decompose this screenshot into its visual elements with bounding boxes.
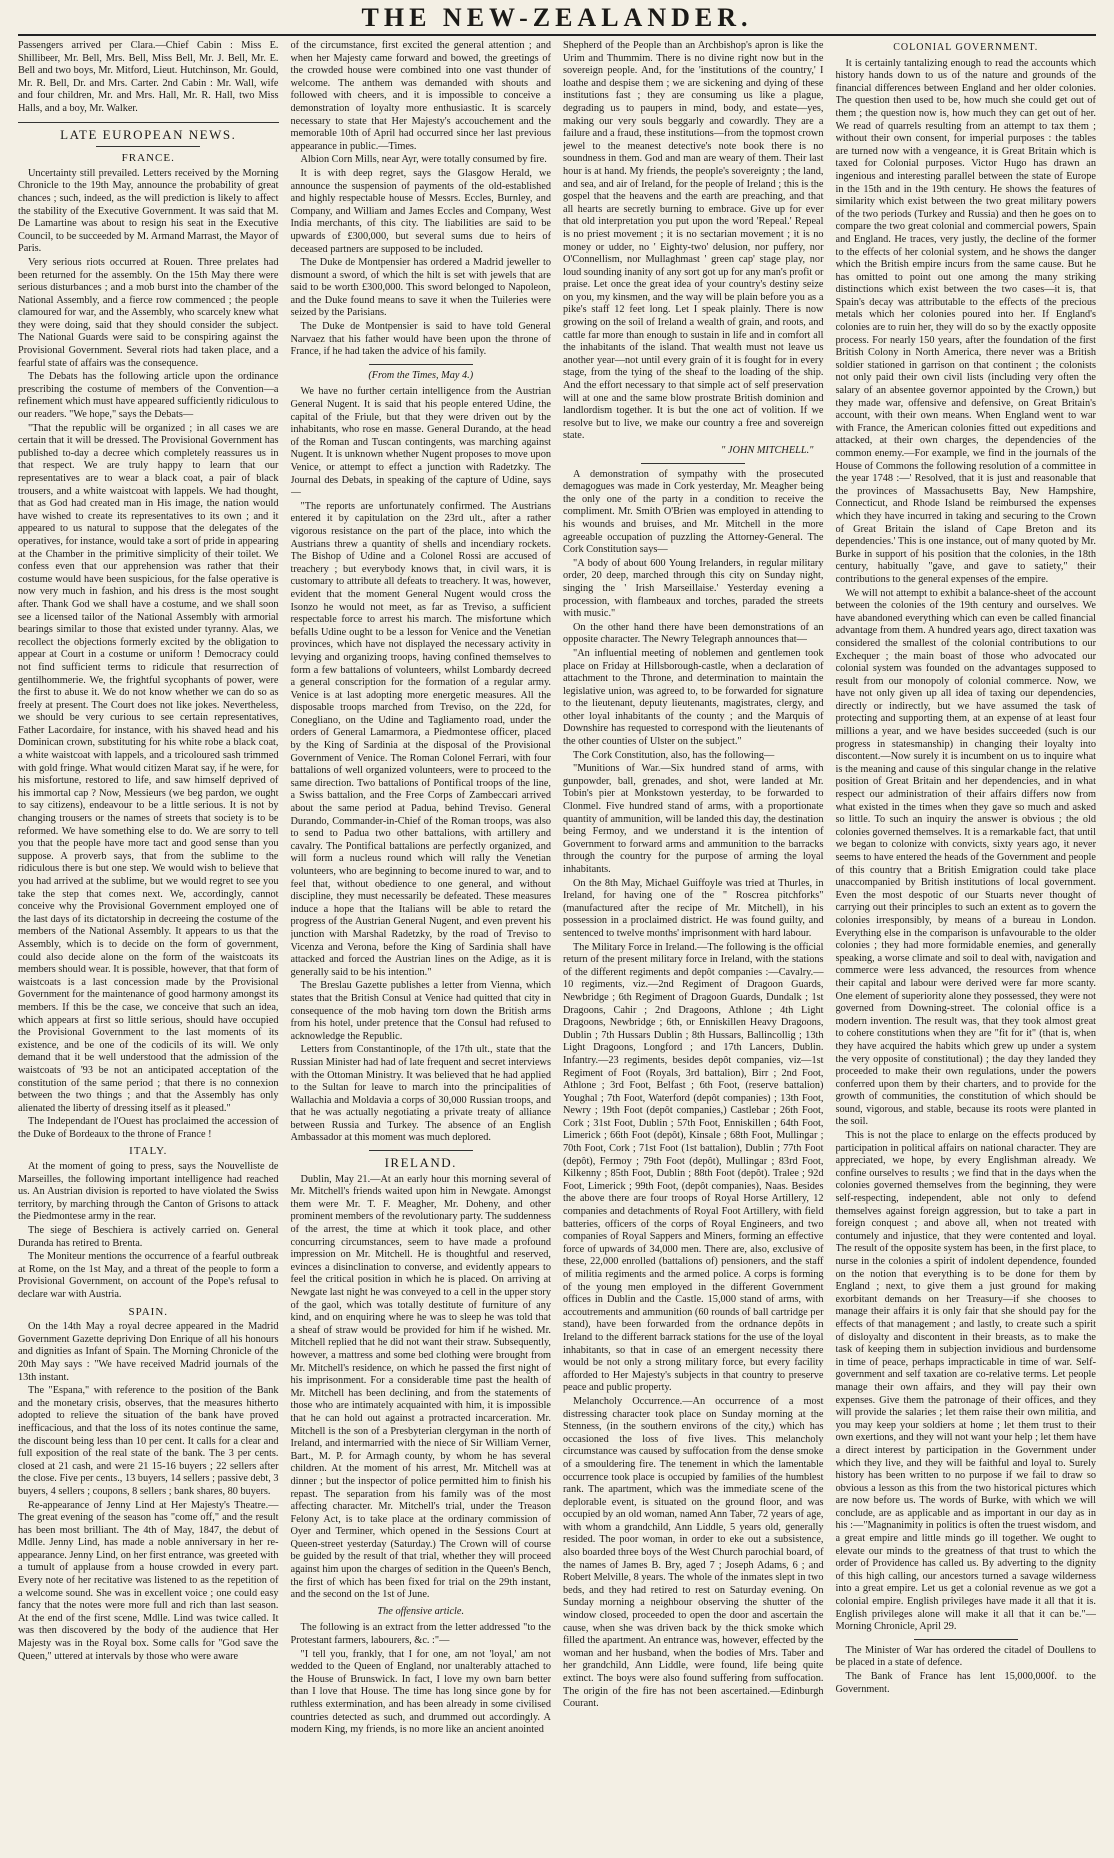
paragraph: The Military Force in Ireland.—The following is the official return of the present military force in Ireland, with the stations of the different regiments and depôt companies :—Cavalry.—10 regiments, viz.—2nd Regiment of Dragoon Guards, Newbridge ; 6th Regiment of Dragoon Guards, Dundalk ; 1st Dragoons, Cahir ; 2nd Dragoons, Athlone ; 4th Light Dragoons, Newbridge ; 6th, or Enniskillen Heavy Dragoons, Dublin ; 7th Hussars Dublin ; 8th Hussars, Ballincollig ; 13th Light Dragoons, Longford ; and 17th Lancers, Dublin. Infantry.—23 regiments, besides depôt companies, viz—1st Regiment of Foot (Royals, 3rd battalion), Birr ; 2nd Foot, Athlone ; 3rd Foot, Belfast ; 6th Foot, (reserve battalion) Youghal ; 7th Foot, Waterford (depôt companies) ; 13th Foot, Newry ; 19th Foot (depôt companies,) Castlebar ; 26th Foot, Cork ; 31st Foot, Dublin ; 57th Foot, Enniskillen ; 64th Foot, Limerick ; 66th Foot (depôt), Kinsale ; 68th Foot, Mullingar ; 70th Foot, Cork ; 71st Foot (1st battalion), Dublin ; 77th Foot (depôt), Fermoy ; 79th Foot (depôt), Mullingar ; 83rd Foot, Kilkenny ; 85th Foot, Dublin ; 88th Foot (depôt). Tralee ; 92d Foot, Limerick ; 99th Foot, (depôt companies), Naas. Besides the above there are four troops of Royal Horse Artillery, 12 companies and detachments of Royal Foot Artillery, with field batteries, officers of the corps of Royal Engineers, and two companies of Royal Sappers and Miners, forming an effective force of upwards of 34,000 men. There are, also, exclusive of these, 22,000 enrolled (battalions of) pensioners, and the staff of militia regiments and the armed police. A corps is forming of the young men employed in the different Government offices in Dublin and the Castle. 15,000 stand of arms, with accoutrements and ammunition (60 rounds of ball cartridge per stand), have been forwarded from the ordnance depôts in Ireland to the different barrack stations for the use of the loyal inhabitants, so that in case of an emergent necessity there would be not only a strong military force, but every facility afforded to Her Majesty's subjects in that country to preserve peace and public property. [563, 941, 824, 1394]
divider [914, 1639, 1018, 1640]
paragraph: On the 8th May, Michael Guiffoyle was tried at Thurles, in Ireland, for having one of the " Roscrea pitchforks" (manufactured after the recipe of Mr. Mitchell), in his possession in a proclaimed district. He was found guilty, and sentenced to twelve months' imprisonment with hard labour. [563, 877, 824, 939]
heading-italy: ITALY. [129, 1145, 168, 1158]
divider [18, 122, 279, 123]
paragraph: The Breslau Gazette publishes a letter from Vienna, which states that the British Consul at Venice had quitted that city in consequence of the mob having torn down the British arms from his hotel, under pretence that the Consul had refused to acknowledge the Republic. [290, 980, 551, 1042]
paragraph: The Moniteur mentions the occurrence of a fearful outbreak at Rome, on the 1st May, and a threat of the people to form a Provisional Government, on account of the Pope's refusal to declare war with Austria. [18, 1251, 279, 1300]
paragraph: Very serious riots occurred at Rouen. Three prelates had been returned for the assembly. On the 15th May there were serious disturbances ; and a mob burst into the chamber of the National Assembly, and a fierce row commenced ; the people clamoured for war, and the Assembly, who scarcely knew what they were doing, said that they should consider the subject. The National Guards were said to be conspiring against the Provisional Government. Several riots had taken place, and a fearful state of affairs was the consequence. [18, 256, 279, 369]
paragraph: The Cork Constitution, also, has the following— [573, 749, 775, 761]
paragraph: The Debats has the following article upon the ordinance prescribing the costume of members of the Convention—a refinement which must have appeared sufficiently ridiculous to our readers. "We hope," says the Debats— [18, 371, 279, 421]
signature-john-mitchell: " JOHN MITCHELL." [721, 445, 814, 456]
paragraph: "Munitions of War.—Six hundred stand of arms, with gunpowder, ball, grenades, and shot, were landed at Mr. Tobin's pier at Monkstown yesterday, to be forwarded to Clonmel. Five hundred stand of arms, with a proportionate quantity of ammunition, will be landed this day, the destination being Fermoy, and we understand it is the intention of Government to forward arms and ammunition to the barracks through the country for the purpose of arming the loyal inhabitants. [563, 763, 824, 875]
paragraph: We have no further certain intelligence from the Austrian General Nugent. It is said that his people entered Udine, the capital of the Friule, but that they were driven out by the inhabitants, who rose en masse. General Durando, at the head of the Roman and Tuscan contingents, was marching against Nugent. It is unknown whether Nugent proposes to move upon Venice, or attempt to effect a junction with Radetzky. The Journal des Debats, in speaking of the capture of Udine, says— [290, 386, 551, 499]
paragraph: Letters from Constantinople, of the 17th ult., state that the Russian Minister had had of late frequent and secret interviews with the Ottoman Ministry. It was believed that he had applied to the Sultan for leave to march into the principalities of Wallachia and Moldavia a corps of 30,000 Russian troops, and that he was actually negotiating a private treaty of alliance between Russia and Turkey. The absence of an English Ambassador at this moment was much deplored. [290, 1044, 551, 1144]
paragraph: The Minister of War has ordered the citadel of Doullens to be placed in a state of defence. [835, 1644, 1096, 1669]
paragraph: It is with deep regret, says the Glasgow Herald, we announce the suspension of payments of the old-established and highly respectable house of Messrs. Eccles, Burnley, and Company, and William and James Eccles and Company, West India merchants, of this city. The liabilities are said to be upwards of £300,000, but several sums due to heirs of deceased partners are supposed to be included. [290, 167, 551, 255]
heading-ireland: IRELAND. [384, 1155, 457, 1171]
paragraph: It is certainly tantalizing enough to read the accounts which history hands down to us of the nature and grounds of the financial differences between England and her older colonies. The question then used to be, how much she could get out of them ; the question now is, how much they can get out of her. We read of quarrels resulting from an attempt to tax them ; without their own consent, for imperial purposes : the tables are turned now with a vengeance, it is Great Britain which is taxed for Colonial purposes. Victor Hugo has drawn an ingenious and interesting parallel between the state of Europe in the 15th and in the 19th century. He shows the features of similarity which exist between the two great military powers of the two periods (Turkey and Russia) and then he goes on to compare the two great colonial and commercial powers, Spain and England. He traces, very justly, the decline of the former to the effects of her colonial system, and he shows the danger which the British empire incurs from the same cause. But he has omitted to point out one among the many striking distinctions which exist between the two cases—it is, that Spain's decay was attributable to the effects of the precious metals which her colonies poured into her. If England's colonies are to ruin her, they will do so by the exactly opposite process. For nearly 150 years, after the foundation of the first British Colony in North America, there never was a British soldier stationed in garrison on that continent ; the colonists not only paid their own civil lists (including very often the salary of an absentee governor appointed by the Crown,) but they made war, offensive and defensive, on Great Britain's account, with their own means. When England went to war with France, the American colonies fitted out expeditions and attacked, at their own charges, the dependencies of the common enemy.—For example, we find in the journals of the House of Commons the following resolution of a committee in the year 1748 :—' Resolved, that it is just and reasonable that the provinces of Massachusetts Bay, New Hampshire, Connecticut, and Rhode Island be reimbursed the expenses which they have incurred in taking and securing to the Crown of Great Britain the island of Cape Breton and its dependencies.' This is one instance, out of many quoted by Mr. Burke in support of his position that the colonies, in the 18th century, habitually "gave, and gave to satiety," their contributions to the general expenses of the empire. [835, 57, 1096, 585]
paragraph: The Independant de l'Ouest has proclaimed the accession of the Duke of Bordeaux to the throne of France ! [18, 1116, 279, 1140]
paragraph: The Duke de Montpensier is said to have told General Narvaez that his father would have been upon the throne of France, if he had taken the advice of his family. [290, 321, 551, 358]
column-4 [836, 40, 1097, 1852]
paragraph: The Duke de Montpensier has ordered a Madrid jeweller to dismount a sword, of which the hilt is set with jewels that are said to be worth £300,000. This sword belonged to Napoleon, and the Duke found means to save it when the Tuileries were seized by the Parisians. [290, 257, 551, 319]
article-columns [18, 40, 1096, 1852]
section-title-late-european-news: LATE EUROPEAN NEWS. [60, 126, 237, 142]
divider [369, 1150, 473, 1151]
paragraph: "That the republic will be organized ; in all cases we are certain that it will be dressed. The Provisional Government has published to-day a decree which completely reassures us in that respect. We are truly happy to learn that our representatives are to wear a black coat, a pair of black trousers, and a white waistcoat with lappels. We had thought, that as God had created man in His image, the nation would have wished to create its representatives to its own ; and it appeared to us natural to suppose that the delegates of the operatives, for instance, would take a sort of pride in appearing at the Chamber in the primitive simplicity of their toilet. We confess even that our apprehension was rather that their costume would have been suspicious, for the false operative is now very much in fashion, and his dress is the most sought after. Thank God we shall have a costume, and we shall soon see a licensed tailor of the National Assembly with armorial bearings similar to those that existed under tyranny. Alas, we recollect the objections formerly excited by the obligation to appear at Court in a costume or uniform ! Democracy could not find sufficient terms to ridicule that resurrection of gentilhommerie. We, the frightful sycophants of power, were the first to abuse it. We do not know whether we can do so as freely at present. The Court does not like jokes. Nevertheless, we should be very curious to see certain representatives, Father Lacordaire, for instance, with his shaved head and his Dominican crown, substituting for his white robe a black coat, a white waistcoat with lappels, and a tricoloured sash trimmed with gold fringe. What would citizen Marat say, if he were, for his misfortune, restored to life, and saw himself deprived of his immortal cap ? Now, Messieurs (we beg pardon, we ought to say citizens), endeavour to be a little serious. It is not by changing trousers or the names of streets that society is to be reformed. We have something else to do. We are sorry to tell you that the people have more tact and good sense than you suppose. A proverb says, that from the sublime to the ridiculous there is but one step. We would wish to believe that you had arrived at the sublime, but we would regret to see you take the step that comes next. We, accordingly, cannot conceive why the Provisional Government employed one of the last days of its dictatorship in decreeing the costume of the members of the National Assembly. It appears to us that the Assembly, which is to decide on the form of government, could also decide alone on the form of the waistcoats its members should wear. It is possible, however, that that form of waistcoats is a last concession made by the Provisional Government for the maintenance of good harmony amongst its members. If this be the case, we conceive that such an idea, which appears at first so little serious, should have occupied the Provisional Government to the last moments of its existence, and be one of the codicils of its will. We only demand that it be well understood that the admission of the waistcoats of '93 be not an anticipated acceptation of the constitution of the same period ; that there is no connexion between the two things ; and that the Assembly has only alienated the liberty of dressing itself as it pleased." [18, 422, 279, 1114]
paragraph: Shepherd of the People than an Archbishop's apron is like the Urim and Thummim. There is no divine right now but in the sovereign people. And, for the 'institutions of the country,' I loathe and despise them ; we are sickening and dying of these institutions fast ; they are consuming us like a plague, degrading us to paupers in mind, body, and estate—yes, making our very souls beggarly and cowardly. They are a failure and a fraud, these institutions—from the topmost crown jewel to the meanest detective's note book there is no soundness in them. God and man are weary of them. Their last hour is at hand. My friends, the people's sovereignty ; the land, and sea, and air of Ireland, for the people of Ireland ; this is the gospel that the heavens and the earth are preaching, and that all hearts are secretly burning to embrace. Give up for ever that old interpretation you put upon the word 'Repeal.' Repeal is no priest movement ; it is no sectarian movement ; it is no money or udder, no ' Eighty-two' delusion, nor puffery, nor O'Connellism, nor Mullaghmast ' green cap' stage play, nor loud sounding inanity of any sort got up for any man's profit or praise. Let once the great idea of your country's destiny seize on you, my kinsmen, and the way will be plain before you as a pike's staff 12 feet long. Let I speak plainly. There is now growing on the soil of Ireland a wealth of grain, and roots, and cattle far more than enough to sustain in life and in comfort all the inhabitants of the island. That wealth must not leave us another year—not until every grain of it is fought for in every stage, from the tying of the sheaf to the loading of the ship. And the effort necessary to that simple act of self preservation will at one and the same blow prostrate British dominion and landlordism together. It is but the one act of volition. If we resolve but to live, we make our country a free and sovereign state. [563, 40, 824, 442]
paragraph: Melancholy Occurrence.—An occurrence of a most distressing character took place on Sunday morning at the Stenness, (in the southern environs of the city,) which has occasioned the loss of five lives. This melancholy circumstance was caused by suffocation from the dense smoke of a smouldering fire. The tenement in which the lamentable occurrence took place is occupied by families of the humblest rank. The apartment, which was the immediate scene of the deplorable event, is situated on the ground floor, and was occupied by an old woman, named Ann Taber, 72 years of age, with whom a grandchild, Ann Liddle, 5 years old, generally resided. The poor woman, in order to eke out a subsistence, also boarded three boys of the West Church parochial board, of the names of James B. Bry, aged 7 ; Joseph Adams, 6 ; and Robert Melville, 8 years. The whole of the inmates slept in two beds, and they had retired to rest on Saturday evening. On Sunday morning a neighbour observing the shutter of the window closed, proceeded to open the door and ascertain the cause, when she was driven back by the thick smoke which filled the apartment. An entrance was, however, effected by the woman and her husband, when the bodies of Mrs. Taber and her grandchild, Ann Liddle, were found, life being quite extinct. The boys were also found suffering from suffocation. The origin of the fire has not been ascertained.—Edinburgh Courant. [563, 1395, 824, 1710]
paragraph: The "Espana," with reference to the position of the Bank and the monetary crisis, observes, that the measures hitherto adopted to relieve the situation of the bank have proved inefficacious, and that the loss of its notes continue the same, the discount being less than 10 per cent. It calls for a clear and full exposition of the real state of the bank. The 3 per cents. closed at 21 cash, and were 21 15-16 buyers ; 22 sellers after the close. Five per cents., 13 buyers, 14 sellers ; passive debt, 3 buyers, 4 sellers ; coupons, 8 sellers ; bank shares, 80 buyers. [18, 1385, 279, 1497]
paragraph: "The reports are unfortunately confirmed. The Austrians entered it by capitulation on the 23rd ult., after a rather vigorous resistance on the part of the place, into which the Austrians threw a quantity of shells and incendiary rockets. The Bishop of Udine and a Colonel Rossi are accused of treachery ; but everybody knows that, in civil wars, it is customary to attribute all defeats to treachery. It was, however, evident that the moment General Nugent would cross the Isonzo he would not meet, as far as Treviso, a sufficient respectable force to arrest his march. The misfortune which befalls Udine ought to be a lesson for Venice and the Venetian provinces, which have not displayed the necessary activity in levying and organizing troops, having confined themselves to form a few battalions of volunteers, whilst Lombardy decreed a general conscription for the formation of a regular army. Venice is at last adopting more energetic measures. All the disposable troops marched from Treviso, on the 22d, for Conegliano, on the Udine and Tagliamento road, under the orders of General Lamarmora, a Piedmontese officer, placed by the King of Sardinia at the disposal of the Provisional Government of Venice. The Roman Colonel Ferrari, with four battalions of well organized volunteers, were to proceed to the same direction. Two battalions of Pontifical troops of the line, a Swiss battalion, and the Free Corps of Zambeccari arrived about the same period at Padua, behind Treviso. General Durando, Commander-in-Chief of the Roman troops, was also to send to Padua two other battalions, with artillery and cavalry. The Pontifical battalions are perfectly organized, and will form a nucleus round which will rally the Venetian volunteers, who are beginning to become inured to war, and to feel that, without obedience to one general, and without discipline, they must necessarily be defeated. These measures induce a hope that the Italians will be able to retard the progress of the Austrian General Nugent, and even prevent his junction with Marshal Radetzky, by the road of Treviso to Vicenza and Verona, before the King of Sardinia shall have attacked and forced the Austrian lines on the Adige, as it is generally said to be his intention." [290, 500, 551, 978]
source-heading-times: (From the Times, May 4.) [368, 369, 474, 381]
divider [641, 463, 745, 464]
paragraph: At the moment of going to press, says the Nouvelliste de Marseilles, the following important intelligence had reached us. An Austrian division is reported to have violated the Swiss territory, by marching through the Canton of Grisons to attack the Piedmontese army in the rear. [18, 1161, 279, 1223]
paragraph: On the other hand there have been demonstrations of an opposite character. The Newry Telegraph announces that— [563, 621, 824, 646]
paragraph: This is not the place to enlarge on the effects produced by participation in political affairs on national character. They are appreciated, we hope, by every Englishman already. We confine ourselves to results ; we find that in the days when the colonies governed themselves from the beginning, they were self-respecting, independent, able not only to defend themselves against foreign aggression, but to take a part in foreign conquest ; and above all, when not treated with contumely and injustice, that they were contented and loyal. The result of the opposite system has been, in the first place, to nurse in the colonies a spirit of indolent dependence, founded on the notion that everything is to be done for them by England ; next, to give them a just ground for making exorbitant demands on her Treasury—if she chooses to manage their affairs it is only fair that she should pay for the effects of that management ; and lastly, to create such a spirit of disloyalty and discontent in their breasts, as to make the task of keeping them in subjection invidious and burdensome in time of peace, perhaps impracticable in time of war. Self-government and self taxation are co-relative terms. Let people manage their own affairs, and they will pay their own expenses. Give them the patronage of their offices, and they will provide the salaries ; let them raise their own militia, and you may keep your soldiers at home ; let them trust to their own exertions, and they will not want your help ; let them have a direct interest by participation in the Government under which they live, and they will be faithful and loyal to. Surely history has been written to no purpose if we fail to draw so obvious a lesson as this from the two historical pictures which are now before us. The words of Burke, with which we will conclude, are as applicable and as important in our day as in his :—"Magnanimity in politics is often the truest wisdom, and a great empire and little minds go ill together. We ought to elevate our minds to the greatness of that trust to which the order of Providence has called us. By adverting to the dignity of this high calling, our ancestors turned a savage wilderness into a great empire. Let us get a colonial revenue as we got a colonial empire. English privileges have made it all that it is. English privileges alone will make it all that it can be."—Morning Chronicle, April 29. [835, 1130, 1096, 1633]
paragraph: The Bank of France has lent 15,000,000f. to the Government. [835, 1671, 1096, 1695]
column-1 [18, 40, 279, 1852]
paragraph: Albion Corn Mills, near Ayr, were totally consumed by fire. [300, 154, 547, 166]
paragraph: Re-appearance of Jenny Lind at Her Majesty's Theatre.—The great evening of the season has "come off," and the result has been most brilliant. The 4th of May, 1847, the debut of Mdlle. Jenny Lind, has made a noble anniversary in her re-appearance. Jenny Lind, on her first entrance, was greeted with a tumult of applause from a house crowded in every part. Every note of her recitative was listened to as the repetition of a welcome sound. She was in excellent voice ; one could easy fancy that the notes were more full and rich than last season. At the end of the first scene, Mdlle. Lind was twice called. It was then discovered by the body of the audience that Her Majesty was in the Royal box. Some calls for "God save the Queen," uttered at intervals by those who were aware [18, 1499, 279, 1662]
paragraph: "An influential meeting of noblemen and gentlemen took place on Friday at Hillsborough-castle, when a declaration of attachment to the Throne, and determination to maintain the legislative union, was agreed to, to be forwarded for signature to the lieutenant, deputy lieutenants, magistrates, clergy, and other loyal inhabitants of the county ; and the Marquis of Downshire has requested to correspond with the lieutenants of the other counties of Ulster on the subject." [563, 647, 824, 748]
paragraph: Dublin, May 21.—At an early hour this morning several of Mr. Mitchell's friends waited upon him in Newgate. Amongst them were Mr. T. F. Meagher, Mr. Doheny, and other prominent members of the revolutionary party. The suddenness of the arrest, the time at which it took place, and other concurring circumstances, seem to have made a profound impression on Mr. Mitchell. He is thoughtful and reserved, evinces a disinclination to converse, and evidently appears to feel the critical position in which he is placed. On arriving at Newgate last night he was conveyed to a cell in the upper story of the gaol, which was totally destitute of furniture of any kind, and on enquiring where he was to sleep he was told that a sheaf of straw would be provided for him if he wished. Mr. Mitchell replied that he did not want their straw. Subsequently, however, a mattress and some bed clothing were brought from Mr. Mitchell's residence, on which he passed the first night of his imprisonment. For a considerable time past the health of Mr. Mitchell has been declining, and from the statements of those who are intimately acquainted with him, it is impossible that he can hold out against a protracted incarceration. Mr. Mitchell is the son of a Presbyterian clergyman in the north of Ireland, and intermarried with the niece of Sir William Verner, Bart., M. P. for Armagh county, by whom he has several children. At the moment of his arrest, Mr. Mitchell was at dinner ; but the inspector of police permitted him to finish his repast. The separation from his family was of the most affecting character. Mr. Mitchell's trial, under the Treason Felony Act, is to take place at the ordinary commission of Oyer and Terminer, which opened in the Sessions Court at Queen-street yesterday (Saturday.) The Crown will of course be guided by the result of that trial, whether they will proceed against him upon the charges of sedition in the Queen's Bench, the first of which has been fixed for trial on the 29th instant, and the second on the 1st of June. [290, 1173, 551, 1601]
paragraph: The siege of Beschiera is actively carried on. General Duranda has retired to Brenta. [18, 1225, 279, 1249]
newspaper-title: THE NEW-ZEALANDER. [361, 3, 753, 32]
column-3 [563, 40, 824, 1852]
heading-colonial-government: COLONIAL GOVERNMENT. [893, 42, 1039, 53]
paragraph: Uncertainty still prevailed. Letters received by the Morning Chronicle to the 19th May, announce the probability of great chances ; such, indeed, as the will prediction is likely to affect the stability of the Executive Government. It was said that M. De Lamartine was about to resign his seat in the Executive Council, to be succeeded by M. Armand Marrast, the Mayor of Paris. [18, 167, 279, 255]
paragraph: of the circumstance, first excited the general attention ; and when her Majesty came forward and bowed, the greetings of the crowded house were combined into one vast thunder of welcome. The anthem was demanded with shouts and followed with cheers, and it is impossible to conceive a demonstration of loyalty more enthusiastic. It is scarcely necessary to state that Her Majesty's accouchement and the memorable 10th of April had occurred since her last previous appearance in public.—Times. [290, 40, 551, 152]
heading-spain: SPAIN. [128, 1305, 169, 1318]
subheading-offensive-article: The offensive article. [377, 1605, 465, 1617]
paragraph: The following is an extract from the letter addressed "to the Protestant farmers, labourers, &c. :"— [290, 1622, 551, 1647]
paragraph: "A body of about 600 Young Irelanders, in regular military order, 20 deep, marched through this city on Sunday night, singing the ' Irish Marseillaise.' Yesterday evening a procession, with flambeaux and torches, paraded the streets with music." [563, 557, 824, 620]
divider [96, 146, 200, 147]
column-2 [291, 40, 552, 1852]
masthead [18, 0, 1096, 36]
divider [369, 364, 473, 365]
paragraph: We will not attempt to exhibit a balance-sheet of the account between the colonies of the 19th century and ourselves. We have abandoned everything which can even be called financial advantage from them. A hundred years ago, direct taxation was considered the smallest of the colonial contributions to our Exchequer ; the main boast of those who advocated our colonial system was founded on the advantages supposed to result from our monopoly of colonial commerce. Now, we have not only given up all idea of taxing our dependencies, directly or indirectly, but we have assumed the task of protecting and supporting them, at an expense of at least four millions a year, and we have besides succeeded (such is our progress in statesmanship) in changing their loyalty into discontent.—Now surely it is incumbent on us to inquire what is the meaning and cause of this singular change in the relative position of Great Britain and her dependencies, and in what respect our administration of their affairs differs now from what existed in the times when they gave so much and asked so little. To such an inquiry the answer is obvious ; the old colonies governed themselves. It is a remarkable fact, that until we began to colonize with convicts, sixty years ago, it never seems to have entered the heads of the Government and people of this country that a British Emigration could take place unaccompanied by British institutions of local government. Even the most despotic of our Stuarts never thought of carrying out their principles to such an extent as to govern the colonies irresponsibly, by means of a bureau in London. Everything else in the comparison is unfavourable to the older colonies ; they had more formidable enemies, and generally speaking, a worse climate and soil to deal with, navigation and commerce were less advanced, the resources from whence their capital and labour were derived were far more scanty. One element of superiority alone they possessed, they were not governed from Downing-street. The colonial office is a modern invention. The result was, that they took almost great to cohere constitutions when they are "fit for it" (that is, when they have acquired the habits which grew up under a system the very opposite of constitutional) ; the day they landed they proceeded to make their own regulations, under the powers conferred upon them by their charters, and to provide for the growth of communities, the constitution of which should be sound, vigorous, and stable, because its roots were planted in the soil. [835, 587, 1096, 1128]
paragraph: A demonstration of sympathy with the prosecuted demagogues was made in Cork yesterday, Mr. Meagher being the only one of the party in a condition to receive the compliment. Mr. Smith O'Brien was employed in attending to his wounds and bruises, and Mr. Mitchell in the more agreeable occupation of puzzling the Attorney-General. The Cork Constitution says— [563, 468, 824, 556]
paragraph: "I tell you, frankly, that I for one, am not 'loyal,' am not wedded to the Queen of England, nor unalterably attached to the House of Brunswick. In fact, I love my own barn better than I love that House. The time has long since gone by for ruthless extermination, and has been already in some civilised countries detected as such, and drummed out accordingly. A modern King, my friends, is no more like an ancient anointed [290, 1648, 551, 1736]
heading-france: FRANCE. [121, 152, 175, 165]
passenger-list: Passengers arrived per Clara.—Chief Cabin : Miss E. Shillibeer, Mr. Bell, Mrs. Bell, Miss Bell, Mr. J. Bell, Mr. E. Bell and two boys, Mr. Mitford, Lieut. Hutchinson, Mr. Gould, Mr. R. Bell, Dr. and Mrs. Carter. 2nd Cabin : Mr. Wall, wife and four children, Mr. and Mrs. Hall, Mr. R. Hall, two Miss Halls, and a boy, Mr. Walker. [18, 40, 279, 114]
paragraph: On the 14th May a royal decree appeared in the Madrid Government Gazette depriving Don Enrique of all his honours and dignities as Infant of Spain. The Morning Chronicle of the 20th May says : "We have received Madrid journals of the 13th instant. [18, 1321, 279, 1383]
